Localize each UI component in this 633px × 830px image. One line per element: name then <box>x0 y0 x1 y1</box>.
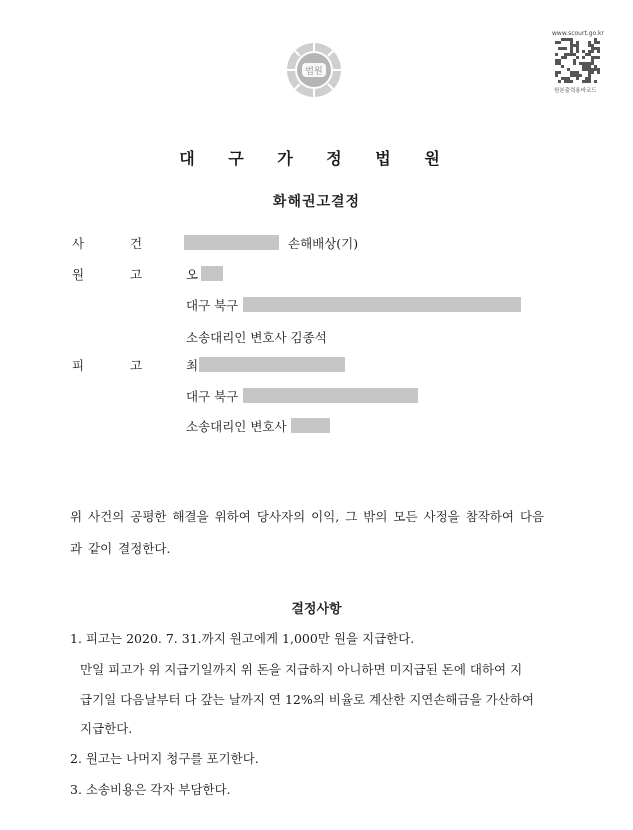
qr-url: www.scourt.go.kr <box>552 30 604 37</box>
plaintiff-label-char-2: 고 <box>130 267 143 282</box>
case-label-char-1: 사 <box>72 236 85 251</box>
qr-caption: 원본출력용바코드 <box>554 88 597 94</box>
redaction-defendant-address <box>243 388 418 403</box>
case-label-char-2: 건 <box>130 236 143 251</box>
plaintiff-address-prefix: 대구 북구 <box>186 298 239 313</box>
decision-item-1: 1. 피고는 2020. 7. 31.까지 원고에게 1,000만 원을 지급한다. <box>70 631 415 646</box>
document-title: 화해권고결정 <box>272 194 361 210</box>
redaction-plaintiff-name <box>201 266 223 281</box>
decision-item-1-line-2: 만일 피고가 위 지급기일까지 위 돈을 지급하지 아니하면 미지급된 돈에 대하여 지 <box>80 662 523 677</box>
plaintiff-label-char-1: 원 <box>72 267 85 282</box>
redaction-defendant-attorney <box>291 418 330 433</box>
case-name: 손해배상(기) <box>288 236 359 251</box>
defendant-label-char-1: 피 <box>72 358 85 373</box>
defendant-address-prefix: 대구 북구 <box>186 389 239 404</box>
decision-title: 결정사항 <box>291 602 342 617</box>
preamble <box>70 501 560 565</box>
defendant-label-char-2: 고 <box>130 358 143 373</box>
plaintiff-name: 오 <box>186 267 199 282</box>
defendant-name: 최 <box>186 358 199 373</box>
defendant-attorney-prefix: 소송대리인 변호사 <box>186 419 287 434</box>
court-name: 대 구 가 정 법 원 <box>179 149 454 168</box>
preamble-line-1: 위 사건의 공평한 해결을 위하여 당사자의 이익, 그 밖의 모든 사정을 참작하여 다음 <box>70 509 545 524</box>
plaintiff-attorney: 소송대리인 변호사 김종석 <box>186 330 327 345</box>
court-emblem <box>284 40 344 100</box>
qr-code <box>555 38 600 83</box>
redaction-plaintiff-address <box>243 297 521 312</box>
decision-item-1-line-4: 지급한다. <box>80 721 133 736</box>
decision-item-1-line-3: 급기일 다음날부터 다 갚는 날까지 연 12%의 비율로 계산한 지연손해금을 가산하여 <box>80 692 534 707</box>
decision-item-3: 3. 소송비용은 각자 부담한다. <box>70 782 231 797</box>
redaction-case-number <box>184 235 279 250</box>
redaction-defendant-name <box>199 357 345 372</box>
decision-item-2: 2. 원고는 나머지 청구를 포기한다. <box>70 751 259 766</box>
preamble-line-2: 과 같이 결정한다. <box>70 541 171 556</box>
emblem-text: 법원 <box>305 67 323 77</box>
